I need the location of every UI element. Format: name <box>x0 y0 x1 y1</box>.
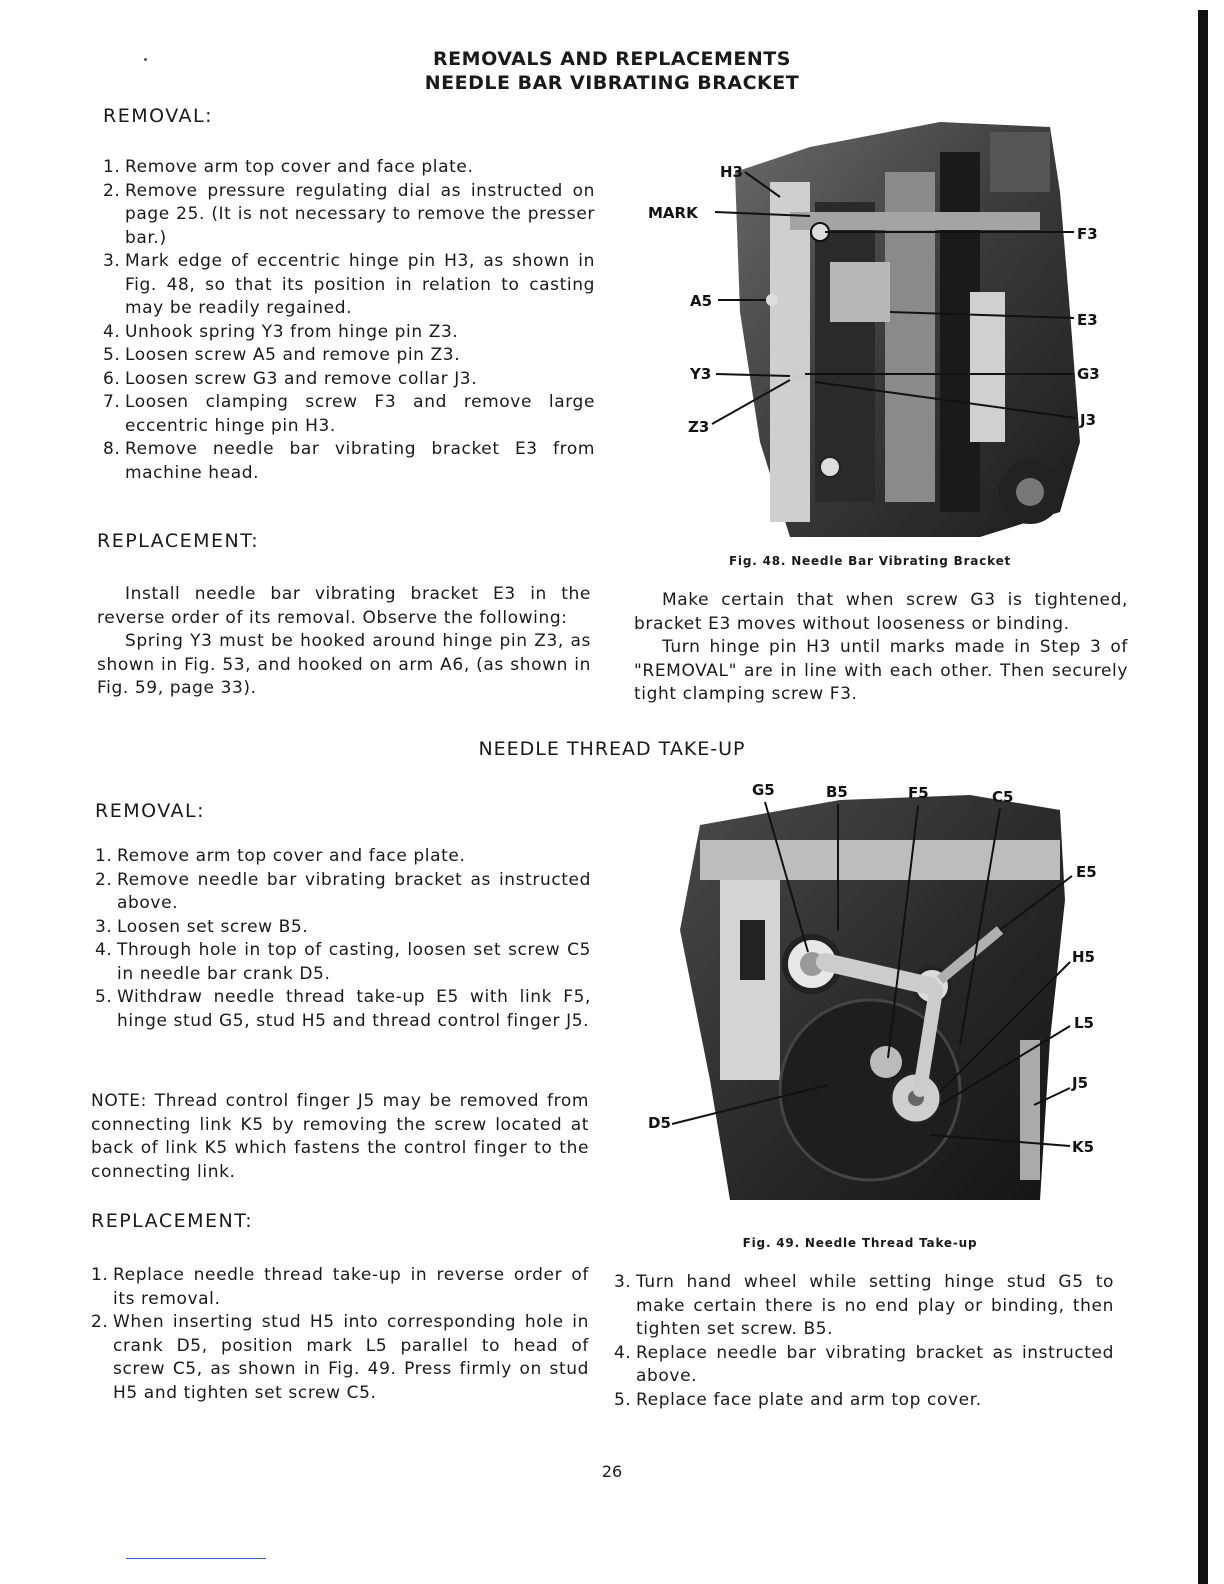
step-text: Mark edge of eccentric hinge pin H3, as shown in Fig. 48, so that its position in relation to casting may be readily regained. <box>125 251 595 318</box>
replacement-paragraph-1: Install needle bar vibrating bracket E3 in the reverse order of its removal. Observe the following: <box>97 584 591 628</box>
label-a5: A5 <box>690 292 713 310</box>
label-k5: K5 <box>1072 1138 1095 1156</box>
label-j5: J5 <box>1072 1074 1089 1092</box>
step-text: Unhook spring Y3 from hinge pin Z3. <box>125 321 459 342</box>
step-text: Replace face plate and arm top cover. <box>636 1389 982 1410</box>
replacement-heading: REPLACEMENT: <box>97 530 260 552</box>
step-number: 4. <box>103 321 121 342</box>
right-paragraph-2: Turn hinge pin H3 until marks made in Step 3 of "REMOVAL" are in line with each other. Then securely tight clamping screw F3. <box>634 637 1128 704</box>
list-item <box>103 156 595 180</box>
page-title-line2: NEEDLE BAR VIBRATING BRACKET <box>424 72 800 94</box>
figure-49-caption: Fig. 49. Needle Thread Take-up <box>742 1236 978 1250</box>
right-paragraph-1: Make certain that when screw G3 is tightened, bracket E3 moves without looseness or binding. <box>634 590 1128 634</box>
list-item <box>614 1389 1114 1413</box>
list-item <box>103 250 595 321</box>
label-h3: H3 <box>720 163 743 181</box>
page-number: 26 <box>601 1462 623 1481</box>
list-item <box>95 845 591 869</box>
step-number: 4. <box>614 1342 632 1363</box>
step-text: Remove arm top cover and face plate. <box>125 157 474 177</box>
step-text: Through hole in top of casting, loosen set screw C5 in needle bar crank D5. <box>117 940 591 984</box>
list-item <box>103 391 595 438</box>
step-text: Replace needle bar vibrating bracket as instructed above. <box>636 1342 1114 1386</box>
replacement-steps-left <box>91 1264 589 1405</box>
step-number: 2. <box>91 1312 109 1332</box>
list-item <box>103 438 595 485</box>
label-e5: E5 <box>1076 863 1097 881</box>
page-title-line1: REMOVALS AND REPLACEMENTS <box>433 48 791 70</box>
footer-rule <box>126 1558 266 1559</box>
label-b5: B5 <box>826 783 848 801</box>
step-text: Remove needle bar vibrating bracket as instructed above. <box>117 869 591 913</box>
step-text: Turn hand wheel while setting hinge stud G5 to make certain there is no end play or binding, then tighten set screw. B5. <box>636 1272 1114 1339</box>
step-text: Replace needle thread take-up in reverse order of its removal. <box>113 1265 589 1309</box>
step-text: Remove needle bar vibrating bracket E3 from machine head. <box>125 439 595 483</box>
section-title-take-up: NEEDLE THREAD TAKE-UP <box>478 738 746 760</box>
step-number: 8. <box>103 439 121 459</box>
step-number: 2. <box>103 180 121 201</box>
list-item <box>103 368 595 392</box>
step-number: 1. <box>103 157 121 177</box>
label-g5: G5 <box>752 781 775 799</box>
label-j3: J3 <box>1080 411 1097 429</box>
label-mark: MARK <box>648 204 698 222</box>
step-text: Loosen clamping screw F3 and remove large eccentric hinge pin H3. <box>125 392 595 436</box>
list-item <box>95 916 591 940</box>
removal-heading: REMOVAL: <box>103 105 213 127</box>
label-l5: L5 <box>1074 1014 1094 1032</box>
step-text: Remove pressure regulating dial as instructed on page 25. (It is not necessary to remove the presser bar.) <box>125 180 595 248</box>
thread-take-up-photo <box>640 780 1097 1220</box>
removal-steps-list <box>103 156 595 485</box>
label-f5: F5 <box>908 784 929 802</box>
step-number: 3. <box>95 916 113 937</box>
label-d5: D5 <box>648 1114 671 1132</box>
step-text: Loosen screw A5 and remove pin Z3. <box>125 345 461 365</box>
label-f3: F3 <box>1077 225 1098 243</box>
label-g3: G3 <box>1077 365 1100 383</box>
step-number: 7. <box>103 392 121 412</box>
list-item <box>95 986 591 1033</box>
step-text: Remove arm top cover and face plate. <box>117 846 466 866</box>
list-item <box>91 1264 589 1311</box>
step-number: 5. <box>103 345 121 365</box>
step-number: 1. <box>91 1265 109 1285</box>
step-text: Loosen set screw B5. <box>117 916 309 937</box>
list-item <box>103 180 595 251</box>
note-paragraph: NOTE: Thread control finger J5 may be removed from connecting link K5 by removing the screw located at back of link K5 which fastens the control finger to the connecting link. <box>91 1091 589 1182</box>
figure-48-caption: Fig. 48. Needle Bar Vibrating Bracket <box>728 554 1012 568</box>
list-item <box>103 321 595 345</box>
label-h5: H5 <box>1072 948 1095 966</box>
step-number: 4. <box>95 940 113 960</box>
figure-49 <box>640 780 1097 1220</box>
step-number: 1. <box>95 846 113 866</box>
list-item <box>95 869 591 916</box>
list-item <box>103 344 595 368</box>
step-number: 3. <box>614 1272 632 1292</box>
step-number: 3. <box>103 251 121 271</box>
needle-bar-bracket-photo <box>640 112 1110 542</box>
label-z3: Z3 <box>688 418 710 436</box>
replacement-steps-right <box>614 1271 1114 1412</box>
list-item <box>614 1271 1114 1342</box>
step-number: 2. <box>95 869 113 890</box>
step-number: 5. <box>614 1389 632 1410</box>
step-number: 6. <box>103 368 121 389</box>
label-y3: Y3 <box>690 365 712 383</box>
replacement-paragraph-2: Spring Y3 must be hooked around hinge pin Z3, as shown in Fig. 53, and hooked on arm A6, (as shown in Fig. 59, page 33). <box>97 631 591 698</box>
step-text: When inserting stud H5 into corresponding hole in crank D5, position mark L5 parallel to head of screw C5, as shown in Fig. 49. Press firmly on stud H5 and tighten set screw C5. <box>113 1312 589 1403</box>
step-text: Withdraw needle thread take-up E5 with link F5, hinge stud G5, stud H5 and thread control finger J5. <box>117 987 591 1031</box>
removal-steps-list-2 <box>95 845 591 1033</box>
page-edge-shadow <box>1198 10 1208 1584</box>
list-item <box>95 939 591 986</box>
list-item <box>91 1311 589 1405</box>
step-text: Loosen screw G3 and remove collar J3. <box>125 368 478 389</box>
step-number: 5. <box>95 987 113 1007</box>
label-c5: C5 <box>992 788 1014 806</box>
removal-heading-2: REMOVAL: <box>95 800 205 822</box>
replacement-heading-2: REPLACEMENT: <box>91 1210 254 1232</box>
figure-48 <box>640 112 1110 542</box>
label-e3: E3 <box>1077 311 1098 329</box>
list-item <box>614 1342 1114 1389</box>
